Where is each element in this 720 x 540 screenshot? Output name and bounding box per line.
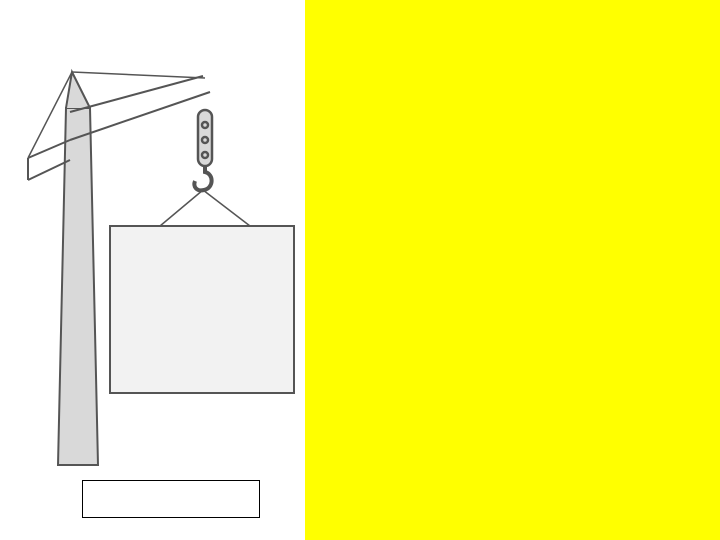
credit-box	[82, 480, 260, 518]
rigging-lines	[160, 190, 250, 226]
crane-tower	[58, 72, 98, 465]
crane-diagram	[0, 0, 305, 540]
load-object	[110, 226, 294, 393]
crane-hook	[194, 110, 212, 190]
text-panel	[305, 0, 720, 540]
crane-jib	[28, 72, 210, 180]
